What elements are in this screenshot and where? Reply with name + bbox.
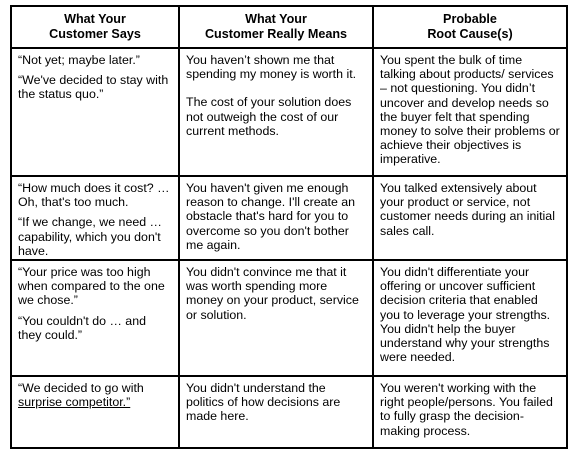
- cause-text: You didn't differentiate your offering or uncover sufficient decision criteria that enabled you to leverage your strengths. You didn't help the buyer understand why your strengths were needed.: [380, 265, 551, 365]
- column-header-customer-means: [179, 6, 373, 48]
- quote-text: “You couldn't do … and they could.”: [18, 313, 146, 342]
- header-line: Root Cause(s): [427, 27, 513, 41]
- cell-customer-means: [179, 48, 373, 176]
- meaning-text: You haven’t shown me that spending my money is worth it.: [186, 53, 357, 82]
- cell-root-cause: [373, 260, 567, 376]
- table-row: [11, 376, 567, 448]
- header-line: What Your: [64, 12, 126, 26]
- meaning-text: The cost of your solution does not outweigh the cost of our current methods.: [186, 95, 352, 138]
- cell-root-cause: [373, 176, 567, 260]
- cause-text: You talked extensively about your product or service, not customer needs during an initial sales call.: [380, 181, 555, 238]
- quote-text: “How much does it cost? … Oh, that's too much.: [18, 181, 170, 210]
- header-line: Customer Really Means: [204, 27, 348, 41]
- quote-prefix: “We decided to go with: [18, 381, 144, 395]
- cause-text: You weren't working with the right people/persons. You failed to fully grasp the decision-making process.: [380, 381, 553, 438]
- quote-text: “Your price was too high when compared to the one we chose.”: [18, 265, 165, 308]
- table-header-row: [11, 6, 567, 48]
- underlined-competitor-text: surprise competitor.”: [18, 395, 131, 410]
- cell-customer-says: [11, 260, 179, 376]
- table-row: [11, 48, 567, 176]
- cell-customer-says: [11, 376, 179, 448]
- quote-text: [18, 381, 172, 409]
- cell-customer-says: [11, 48, 179, 176]
- cell-customer-means: [179, 376, 373, 448]
- meaning-text: You didn't convince me that it was worth spending more money on your product, service or solution.: [186, 265, 359, 322]
- table-row: [11, 176, 567, 260]
- quote-text: “We've decided to stay with the status quo.”: [18, 73, 169, 102]
- meaning-text: You didn't understand the politics of how decisions are made here.: [186, 381, 341, 424]
- cell-customer-says: [11, 176, 179, 260]
- cause-text: You spent the bulk of time talking about products/ services – not questioning. You didn’t uncover and develop needs so the buyer felt that spending money to solve their problems or achieve their objectives is imperative.: [380, 53, 560, 167]
- objection-table-container: [10, 5, 566, 449]
- table-row: [11, 260, 567, 376]
- header-line: Customer Says: [49, 27, 141, 41]
- cell-root-cause: [373, 376, 567, 448]
- cell-customer-means: [179, 260, 373, 376]
- meaning-text: You haven't given me enough reason to change. I'll create an obstacle that's hard for you to overcome so you don't bother me again.: [186, 181, 356, 252]
- cell-root-cause: [373, 48, 567, 176]
- header-line: What Your: [245, 12, 307, 26]
- objection-root-cause-table: [10, 5, 568, 449]
- cell-customer-means: [179, 176, 373, 260]
- column-header-root-cause: [373, 6, 567, 48]
- header-line: Probable: [443, 12, 497, 26]
- quote-text: “Not yet; maybe later.”: [18, 53, 140, 67]
- column-header-customer-says: [11, 6, 179, 48]
- quote-text: “If we change, we need … capability, which you don't have.: [18, 215, 162, 258]
